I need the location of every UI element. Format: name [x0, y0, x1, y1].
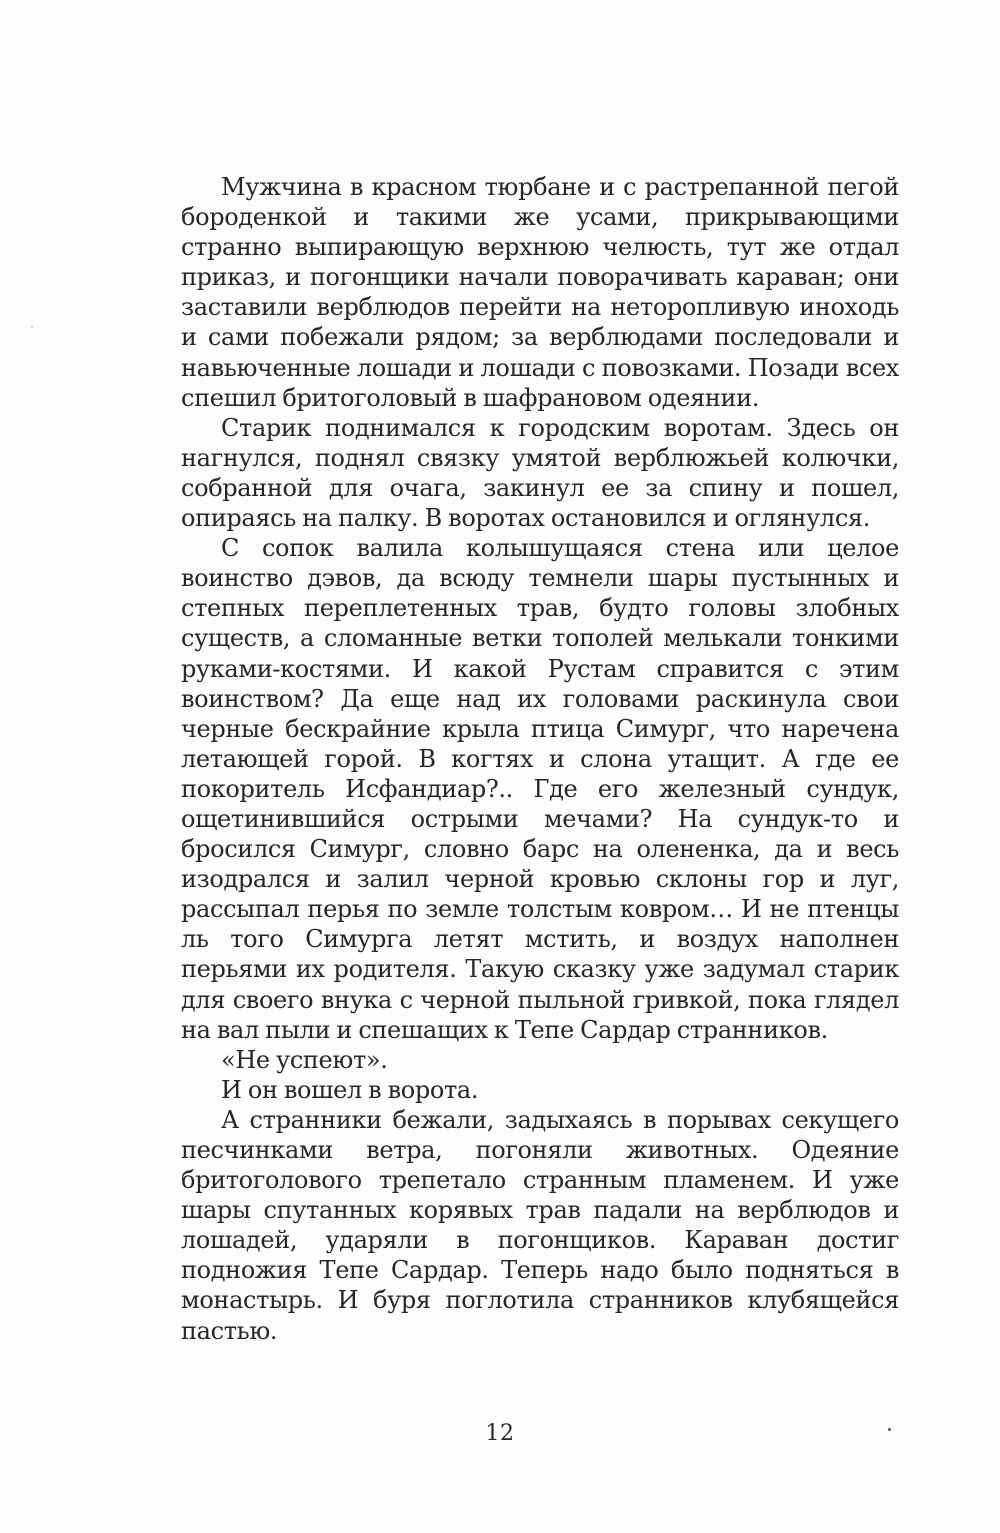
- page-number: 12: [485, 1421, 515, 1446]
- paragraph-3: С сопок валила колышущаяся стена или целое воинство дэвов, да всюду темнели шары пустынных и степных переплетенных трав, будто головы злобных существ, а сломанные ветки тополей мелькали тонкими руками-костями. И какой Рустам справится с этим воинством? Да еще над их головами раскинула свои черные бескрайние крыла птица Симург, что наречена летающей горой. В когтях и слона утащит. А где ее покоритель Исфандиар?.. Где его железный сундук, ощетинившийся острыми мечами? На сундук-то и бросился Симург, словно барс на олененка, да и весь изодрался и залил черной кровью склоны гор и луг, рассыпал перья по земле толстым ковром… И не птенцы ль того Симурга летят мстить, и воздух наполнен перьями их родителя. Такую сказку уже задумал старик для своего внука с черной пыльной гривкой, пока глядел на вал пыли и спешащих к Тепе Сардар странников.: [181, 534, 899, 1044]
- body-text: [181, 172, 899, 1346]
- paragraph-5: И он вошел в ворота.: [221, 1075, 479, 1104]
- paragraph-2: Старик поднимался к городским воротам. Здесь он нагнулся, поднял связку умятой верблюжьей колючки, собранной для очага, закинул ее за спину и пошел, опираясь на палку. В воротах остановился и оглянулся.: [181, 413, 899, 533]
- scan-speck: [888, 1428, 891, 1431]
- paragraph-4: «Не успеют».: [221, 1045, 388, 1074]
- scan-speck: [31, 326, 33, 328]
- paragraph-6: А странники бежали, задыхаясь в порывах секущего песчинками ветра, погоняли животных. Одеяние бритоголового трепетало странным пламенем. И уже шары спутанных корявых трав падали на верблюдов и лошадей, ударяли в погонщиков. Караван достиг подножия Тепе Сардар. Теперь надо было подняться в монастырь. И буря поглотила странников клубящейся пастью.: [181, 1105, 899, 1345]
- paragraph-1: Мужчина в красном тюрбане и с растрепанной пегой бороденкой и такими же усами, прикрывающими странно выпирающую верхнюю челюсть, тут же отдал приказ, и погонщики начали поворачивать караван; они заставили верблюдов перейти на неторопливую иноходь и сами побежали рядом; за верблюдами последовали и навьюченные лошади и лошади с повозками. Позади всех спешил бритоголовый в шафрановом одеянии.: [181, 173, 899, 412]
